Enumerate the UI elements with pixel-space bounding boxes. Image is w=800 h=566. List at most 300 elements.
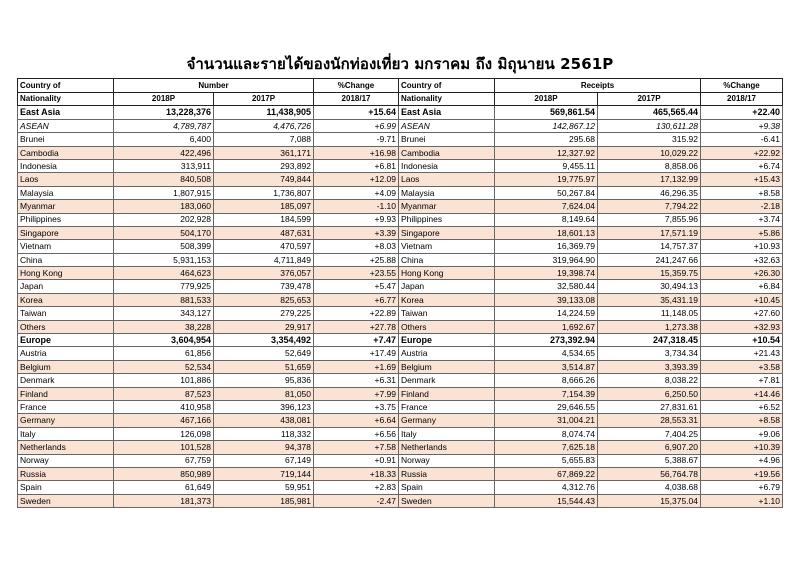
country-cell: Denmark <box>18 374 114 387</box>
table-row <box>18 307 399 320</box>
value-2018-cell: 29,646.55 <box>495 400 598 413</box>
table-row <box>18 414 399 427</box>
table-row <box>399 106 783 119</box>
value-2017-cell: 7,088 <box>214 133 314 146</box>
table-row <box>399 467 783 480</box>
header-2018-17: 2018/17 <box>314 93 399 106</box>
header-receipts: Receipts <box>495 79 701 93</box>
change-cell: -6.41 <box>701 133 783 146</box>
country-cell: Finland <box>18 387 114 400</box>
value-2018-cell: 181,373 <box>114 494 214 507</box>
value-2017-cell: 7,855.96 <box>598 213 701 226</box>
value-2017-cell: 241,247.66 <box>598 253 701 266</box>
country-cell: Singapore <box>399 226 495 239</box>
value-2017-cell: 376,057 <box>214 267 314 280</box>
header-country-of: Country of <box>399 79 495 93</box>
value-2018-cell: 101,886 <box>114 374 214 387</box>
value-2017-cell: 1,736,807 <box>214 186 314 199</box>
value-2018-cell: 67,759 <box>114 454 214 467</box>
value-2017-cell: 293,892 <box>214 159 314 172</box>
country-cell: Japan <box>399 280 495 293</box>
country-cell: Indonesia <box>399 159 495 172</box>
table-row <box>399 226 783 239</box>
value-2017-cell: 118,332 <box>214 427 314 440</box>
value-2018-cell: 38,228 <box>114 320 214 333</box>
value-2017-cell: 361,171 <box>214 146 314 159</box>
country-cell: Taiwan <box>18 307 114 320</box>
header-number: Number <box>114 79 314 93</box>
value-2017-cell: 56,764.78 <box>598 467 701 480</box>
country-cell: Hong Kong <box>18 267 114 280</box>
value-2018-cell: 6,400 <box>114 133 214 146</box>
change-cell: +9.38 <box>701 119 783 132</box>
country-cell: Malaysia <box>399 186 495 199</box>
table-row <box>18 186 399 199</box>
receipts-table <box>398 78 783 508</box>
country-cell: East Asia <box>399 106 495 119</box>
table-row <box>399 159 783 172</box>
country-cell: Austria <box>399 347 495 360</box>
value-2018-cell: 1,692.67 <box>495 320 598 333</box>
change-cell: +6.79 <box>701 481 783 494</box>
table-row <box>399 280 783 293</box>
change-cell: +10.93 <box>701 240 783 253</box>
table-row <box>399 374 783 387</box>
value-2018-cell: 4,312.76 <box>495 481 598 494</box>
country-cell: France <box>399 400 495 413</box>
value-2018-cell: 61,856 <box>114 347 214 360</box>
value-2018-cell: 142,867.12 <box>495 119 598 132</box>
country-cell: Others <box>18 320 114 333</box>
country-cell: Belgium <box>399 360 495 373</box>
value-2018-cell: 7,625.18 <box>495 441 598 454</box>
table-row <box>399 360 783 373</box>
header-nationality: Nationality <box>399 93 495 106</box>
value-2017-cell: 17,571.19 <box>598 226 701 239</box>
country-cell: Netherlands <box>18 441 114 454</box>
table-row <box>399 119 783 132</box>
country-cell: Japan <box>18 280 114 293</box>
value-2018-cell: 4,789,787 <box>114 119 214 132</box>
value-2017-cell: 470,597 <box>214 240 314 253</box>
change-cell: +1.10 <box>701 494 783 507</box>
change-cell: +6.56 <box>314 427 399 440</box>
number-table-body <box>18 106 399 508</box>
value-2018-cell: 61,649 <box>114 481 214 494</box>
country-cell: Singapore <box>18 226 114 239</box>
change-cell: +8.58 <box>701 186 783 199</box>
value-2017-cell: 3,354,492 <box>214 334 314 347</box>
table-row <box>18 133 399 146</box>
header-nationality: Nationality <box>18 93 114 106</box>
header-percent-change: %Change <box>314 79 399 93</box>
country-cell: East Asia <box>18 106 114 119</box>
country-cell: Philippines <box>18 213 114 226</box>
change-cell: +23.55 <box>314 267 399 280</box>
table-row <box>18 159 399 172</box>
value-2018-cell: 8,666.26 <box>495 374 598 387</box>
value-2017-cell: 52,649 <box>214 347 314 360</box>
table-row <box>18 146 399 159</box>
value-2017-cell: 279,225 <box>214 307 314 320</box>
value-2017-cell: 749,844 <box>214 173 314 186</box>
country-cell: Philippines <box>399 213 495 226</box>
country-cell: Europe <box>399 334 495 347</box>
value-2018-cell: 850,989 <box>114 467 214 480</box>
change-cell: +1.69 <box>314 360 399 373</box>
value-2017-cell: 30,494.13 <box>598 280 701 293</box>
country-cell: Russia <box>399 467 495 480</box>
table-row <box>399 253 783 266</box>
change-cell: +10.45 <box>701 293 783 306</box>
value-2018-cell: 9,455.11 <box>495 159 598 172</box>
value-2018-cell: 5,655.83 <box>495 454 598 467</box>
table-row <box>399 320 783 333</box>
table-row <box>18 347 399 360</box>
table-row <box>399 267 783 280</box>
table-row <box>18 173 399 186</box>
value-2018-cell: 14,224.59 <box>495 307 598 320</box>
change-cell: +7.99 <box>314 387 399 400</box>
value-2018-cell: 202,928 <box>114 213 214 226</box>
change-cell: +15.43 <box>701 173 783 186</box>
table-row <box>18 454 399 467</box>
country-cell: Germany <box>399 414 495 427</box>
country-cell: Brunei <box>18 133 114 146</box>
change-cell: +6.52 <box>701 400 783 413</box>
value-2018-cell: 508,399 <box>114 240 214 253</box>
value-2017-cell: 3,734.34 <box>598 347 701 360</box>
value-2017-cell: 3,393.39 <box>598 360 701 373</box>
table-row <box>18 240 399 253</box>
table-row <box>399 334 783 347</box>
country-cell: Spain <box>18 481 114 494</box>
country-cell: Finland <box>399 387 495 400</box>
value-2018-cell: 779,925 <box>114 280 214 293</box>
country-cell: Vietnam <box>18 240 114 253</box>
change-cell: -2.47 <box>314 494 399 507</box>
value-2017-cell: 7,794.22 <box>598 200 701 213</box>
change-cell: +25.88 <box>314 253 399 266</box>
value-2017-cell: 487,631 <box>214 226 314 239</box>
value-2017-cell: 14,757.37 <box>598 240 701 253</box>
country-cell: Laos <box>399 173 495 186</box>
value-2018-cell: 569,861.54 <box>495 106 598 119</box>
change-cell: +0.91 <box>314 454 399 467</box>
country-cell: Denmark <box>399 374 495 387</box>
change-cell: +4.96 <box>701 454 783 467</box>
country-cell: Korea <box>18 293 114 306</box>
change-cell: +22.92 <box>701 146 783 159</box>
country-cell: Malaysia <box>18 186 114 199</box>
table-row <box>399 494 783 507</box>
value-2017-cell: 8,038.22 <box>598 374 701 387</box>
value-2018-cell: 67,869.22 <box>495 467 598 480</box>
value-2017-cell: 465,565.44 <box>598 106 701 119</box>
value-2017-cell: 247,318.45 <box>598 334 701 347</box>
value-2017-cell: 4,038.68 <box>598 481 701 494</box>
value-2017-cell: 11,438,905 <box>214 106 314 119</box>
header-2017p: 2017P <box>214 93 314 106</box>
change-cell: +10.39 <box>701 441 783 454</box>
country-cell: Italy <box>18 427 114 440</box>
header-2018p: 2018P <box>114 93 214 106</box>
change-cell: +3.39 <box>314 226 399 239</box>
change-cell: +21.43 <box>701 347 783 360</box>
change-cell: +5.86 <box>701 226 783 239</box>
country-cell: Indonesia <box>18 159 114 172</box>
value-2018-cell: 7,154.39 <box>495 387 598 400</box>
value-2018-cell: 319,964.90 <box>495 253 598 266</box>
country-cell: Myanmar <box>399 200 495 213</box>
change-cell: -2.18 <box>701 200 783 213</box>
country-cell: Germany <box>18 414 114 427</box>
table-row <box>18 320 399 333</box>
value-2017-cell: 17,132.99 <box>598 173 701 186</box>
country-cell: Taiwan <box>399 307 495 320</box>
country-cell: Sweden <box>399 494 495 507</box>
table-row <box>399 200 783 213</box>
change-cell: +22.40 <box>701 106 783 119</box>
value-2018-cell: 504,170 <box>114 226 214 239</box>
change-cell: +6.84 <box>701 280 783 293</box>
value-2018-cell: 1,807,915 <box>114 186 214 199</box>
change-cell: +15.64 <box>314 106 399 119</box>
value-2018-cell: 464,623 <box>114 267 214 280</box>
value-2018-cell: 3,604,954 <box>114 334 214 347</box>
value-2017-cell: 6,250.50 <box>598 387 701 400</box>
value-2017-cell: 396,123 <box>214 400 314 413</box>
country-cell: Vietnam <box>399 240 495 253</box>
value-2018-cell: 3,514.87 <box>495 360 598 373</box>
value-2018-cell: 52,534 <box>114 360 214 373</box>
value-2017-cell: 4,476,726 <box>214 119 314 132</box>
table-row <box>18 119 399 132</box>
change-cell: +17.49 <box>314 347 399 360</box>
country-cell: Korea <box>399 293 495 306</box>
country-cell: Sweden <box>18 494 114 507</box>
value-2017-cell: 95,836 <box>214 374 314 387</box>
table-row <box>399 133 783 146</box>
table-row <box>399 173 783 186</box>
value-2018-cell: 295.68 <box>495 133 598 146</box>
value-2018-cell: 7,624.04 <box>495 200 598 213</box>
change-cell: +9.93 <box>314 213 399 226</box>
value-2018-cell: 32,580.44 <box>495 280 598 293</box>
change-cell: +7.81 <box>701 374 783 387</box>
country-cell: China <box>399 253 495 266</box>
table-row <box>18 481 399 494</box>
change-cell: +6.74 <box>701 159 783 172</box>
value-2017-cell: 81,050 <box>214 387 314 400</box>
change-cell: +6.31 <box>314 374 399 387</box>
country-cell: Russia <box>18 467 114 480</box>
table-row <box>399 146 783 159</box>
header-2017p: 2017P <box>598 93 701 106</box>
value-2018-cell: 313,911 <box>114 159 214 172</box>
table-row <box>399 387 783 400</box>
value-2018-cell: 4,534.65 <box>495 347 598 360</box>
value-2018-cell: 39,133.08 <box>495 293 598 306</box>
table-row <box>18 334 399 347</box>
value-2017-cell: 8,858.06 <box>598 159 701 172</box>
value-2018-cell: 13,228,376 <box>114 106 214 119</box>
change-cell: +32.93 <box>701 320 783 333</box>
country-cell: Hong Kong <box>399 267 495 280</box>
value-2017-cell: 35,431.19 <box>598 293 701 306</box>
value-2017-cell: 67,149 <box>214 454 314 467</box>
value-2017-cell: 825,653 <box>214 293 314 306</box>
value-2017-cell: 59,951 <box>214 481 314 494</box>
value-2017-cell: 719,144 <box>214 467 314 480</box>
value-2018-cell: 881,533 <box>114 293 214 306</box>
value-2018-cell: 343,127 <box>114 307 214 320</box>
change-cell: +6.99 <box>314 119 399 132</box>
value-2018-cell: 19,398.74 <box>495 267 598 280</box>
table-row <box>399 186 783 199</box>
value-2018-cell: 31,004.21 <box>495 414 598 427</box>
change-cell: +3.75 <box>314 400 399 413</box>
country-cell: Belgium <box>18 360 114 373</box>
value-2018-cell: 18,601.13 <box>495 226 598 239</box>
change-cell: +8.03 <box>314 240 399 253</box>
value-2018-cell: 8,149.64 <box>495 213 598 226</box>
value-2018-cell: 12,327.92 <box>495 146 598 159</box>
table-row <box>399 414 783 427</box>
table-row <box>18 226 399 239</box>
value-2018-cell: 16,369.79 <box>495 240 598 253</box>
value-2018-cell: 273,392.94 <box>495 334 598 347</box>
header-2018-17: 2018/17 <box>701 93 783 106</box>
table-row <box>399 427 783 440</box>
header-percent-change: %Change <box>701 79 783 93</box>
value-2017-cell: 130,611.28 <box>598 119 701 132</box>
value-2017-cell: 46,296.35 <box>598 186 701 199</box>
change-cell: +32.63 <box>701 253 783 266</box>
change-cell: +12.09 <box>314 173 399 186</box>
value-2017-cell: 11,148.05 <box>598 307 701 320</box>
country-cell: Laos <box>18 173 114 186</box>
value-2017-cell: 184,599 <box>214 213 314 226</box>
header-2018p: 2018P <box>495 93 598 106</box>
value-2017-cell: 15,375.04 <box>598 494 701 507</box>
value-2018-cell: 15,544.43 <box>495 494 598 507</box>
table-row <box>399 454 783 467</box>
value-2018-cell: 50,267.84 <box>495 186 598 199</box>
country-cell: Myanmar <box>18 200 114 213</box>
change-cell: -1.10 <box>314 200 399 213</box>
value-2017-cell: 28,553.31 <box>598 414 701 427</box>
value-2018-cell: 126,098 <box>114 427 214 440</box>
change-cell: +27.78 <box>314 320 399 333</box>
table-row <box>18 427 399 440</box>
table-row <box>399 293 783 306</box>
change-cell: +4.09 <box>314 186 399 199</box>
change-cell: +6.64 <box>314 414 399 427</box>
country-cell: Netherlands <box>399 441 495 454</box>
value-2017-cell: 1,273.38 <box>598 320 701 333</box>
table-row <box>399 441 783 454</box>
table-row <box>399 400 783 413</box>
change-cell: +3.74 <box>701 213 783 226</box>
table-row <box>18 106 399 119</box>
value-2018-cell: 8,074.74 <box>495 427 598 440</box>
table-row <box>18 374 399 387</box>
value-2017-cell: 438,081 <box>214 414 314 427</box>
table-row <box>18 200 399 213</box>
country-cell: France <box>18 400 114 413</box>
change-cell: +14.46 <box>701 387 783 400</box>
table-row <box>399 307 783 320</box>
table-row <box>399 481 783 494</box>
receipts-table-body <box>399 106 783 508</box>
change-cell: +19.56 <box>701 467 783 480</box>
country-cell: Cambodia <box>399 146 495 159</box>
value-2018-cell: 19,775.97 <box>495 173 598 186</box>
country-cell: ASEAN <box>399 119 495 132</box>
country-cell: Norway <box>18 454 114 467</box>
country-cell: Brunei <box>399 133 495 146</box>
change-cell: +27.60 <box>701 307 783 320</box>
table-row <box>18 360 399 373</box>
change-cell: +9.06 <box>701 427 783 440</box>
value-2017-cell: 5,388.67 <box>598 454 701 467</box>
table-row <box>18 400 399 413</box>
change-cell: +7.58 <box>314 441 399 454</box>
value-2018-cell: 467,166 <box>114 414 214 427</box>
country-cell: Italy <box>399 427 495 440</box>
change-cell: +8.58 <box>701 414 783 427</box>
value-2018-cell: 5,931,153 <box>114 253 214 266</box>
country-cell: Europe <box>18 334 114 347</box>
country-cell: China <box>18 253 114 266</box>
value-2018-cell: 183,060 <box>114 200 214 213</box>
table-row <box>18 441 399 454</box>
page-title: จำนวนและรายได้ของนักท่องเที่ยว มกราคม ถึง มิถุนายน 2561P <box>186 55 614 73</box>
table-row <box>18 467 399 480</box>
table-row <box>18 213 399 226</box>
change-cell: +6.81 <box>314 159 399 172</box>
table-row <box>399 213 783 226</box>
change-cell: +16.98 <box>314 146 399 159</box>
country-cell: Others <box>399 320 495 333</box>
change-cell: +2.83 <box>314 481 399 494</box>
value-2017-cell: 4,711,849 <box>214 253 314 266</box>
number-table <box>17 78 399 508</box>
value-2017-cell: 7,404.25 <box>598 427 701 440</box>
value-2017-cell: 315.92 <box>598 133 701 146</box>
value-2017-cell: 185,981 <box>214 494 314 507</box>
table-row <box>18 253 399 266</box>
change-cell: +26.30 <box>701 267 783 280</box>
table-row <box>399 347 783 360</box>
value-2017-cell: 739,478 <box>214 280 314 293</box>
change-cell: +7.47 <box>314 334 399 347</box>
change-cell: +5.47 <box>314 280 399 293</box>
value-2017-cell: 10,029.22 <box>598 146 701 159</box>
change-cell: +22.89 <box>314 307 399 320</box>
country-cell: Spain <box>399 481 495 494</box>
table-row <box>18 267 399 280</box>
value-2018-cell: 840,508 <box>114 173 214 186</box>
value-2017-cell: 185,097 <box>214 200 314 213</box>
header-country-of: Country of <box>18 79 114 93</box>
value-2017-cell: 6,907.20 <box>598 441 701 454</box>
country-cell: Cambodia <box>18 146 114 159</box>
country-cell: Norway <box>399 454 495 467</box>
country-cell: Austria <box>18 347 114 360</box>
table-row <box>18 387 399 400</box>
